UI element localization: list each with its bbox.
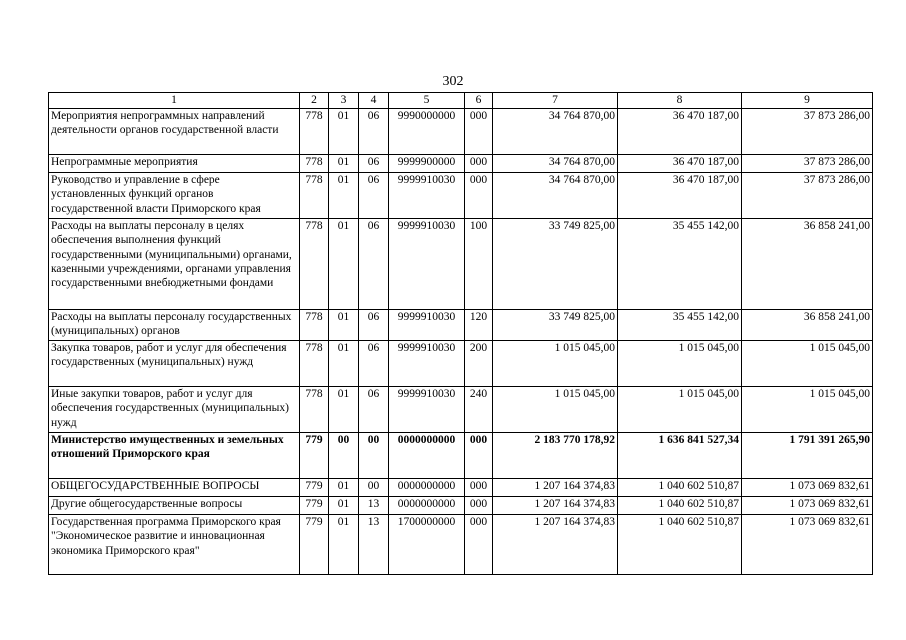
table-row (49, 497, 873, 515)
header-cell: 5 (389, 93, 465, 109)
amount-col8-cell: 1 040 602 510,87 (618, 497, 742, 515)
row-name-cell: Расходы на выплаты персоналу в целях обеспечения выполнения функций государственными (муниципальными) органами, казенными учреждениями, органами управления государственными внебюджетными фондами (49, 219, 300, 310)
expense-type-cell: 000 (465, 433, 493, 479)
subsection-code-cell: 06 (359, 219, 389, 310)
target-article-cell: 0000000000 (389, 479, 465, 497)
amount-col8-cell: 36 470 187,00 (618, 173, 742, 219)
amount-col9-cell: 1 015 045,00 (742, 341, 873, 387)
grbs-code-cell: 778 (300, 387, 329, 433)
amount-col7-cell: 34 764 870,00 (493, 155, 618, 173)
amount-col8-cell: 1 015 045,00 (618, 341, 742, 387)
grbs-code-cell: 778 (300, 173, 329, 219)
amount-col8-cell: 35 455 142,00 (618, 219, 742, 310)
target-article-cell: 9999910030 (389, 341, 465, 387)
amount-col8-cell: 1 040 602 510,87 (618, 515, 742, 575)
table-row (49, 310, 873, 341)
grbs-code-cell: 778 (300, 341, 329, 387)
grbs-code-cell: 779 (300, 497, 329, 515)
table-row (49, 219, 873, 310)
table-row (49, 341, 873, 387)
header-row (49, 93, 873, 109)
subsection-code-cell: 00 (359, 433, 389, 479)
subsection-code-cell: 06 (359, 155, 389, 173)
header-cell: 7 (493, 93, 618, 109)
amount-col9-cell: 1 073 069 832,61 (742, 515, 873, 575)
amount-col9-cell: 36 858 241,00 (742, 219, 873, 310)
expense-type-cell: 200 (465, 341, 493, 387)
row-name-cell: Мероприятия непрограммных направлений деятельности органов государственной власти (49, 109, 300, 155)
amount-col7-cell: 1 207 164 374,83 (493, 497, 618, 515)
section-code-cell: 01 (329, 109, 359, 155)
section-code-cell: 00 (329, 433, 359, 479)
header-cell: 8 (618, 93, 742, 109)
row-name-cell: Закупка товаров, работ и услуг для обеспечения государственных (муниципальных) нужд (49, 341, 300, 387)
row-name-cell: Министерство имущественных и земельных отношений Приморского края (49, 433, 300, 479)
header-cell: 2 (300, 93, 329, 109)
subsection-code-cell: 06 (359, 341, 389, 387)
grbs-code-cell: 778 (300, 155, 329, 173)
page-number: 302 (442, 74, 464, 89)
row-name-cell: Непрограммные мероприятия (49, 155, 300, 173)
section-code-cell: 01 (329, 341, 359, 387)
amount-col7-cell: 2 183 770 178,92 (493, 433, 618, 479)
section-code-cell: 01 (329, 173, 359, 219)
row-name-cell: Государственная программа Приморского края "Экономическое развитие и инновационная экономика Приморского края" (49, 515, 300, 575)
amount-col7-cell: 33 749 825,00 (493, 310, 618, 341)
expense-type-cell: 000 (465, 497, 493, 515)
amount-col7-cell: 1 015 045,00 (493, 387, 618, 433)
table-row (49, 387, 873, 433)
amount-col9-cell: 37 873 286,00 (742, 155, 873, 173)
target-article-cell: 0000000000 (389, 497, 465, 515)
amount-col9-cell: 37 873 286,00 (742, 109, 873, 155)
section-code-cell: 01 (329, 515, 359, 575)
amount-col7-cell: 33 749 825,00 (493, 219, 618, 310)
amount-col9-cell: 1 791 391 265,90 (742, 433, 873, 479)
target-article-cell: 9999910030 (389, 387, 465, 433)
expense-type-cell: 000 (465, 515, 493, 575)
target-article-cell: 9999910030 (389, 219, 465, 310)
grbs-code-cell: 779 (300, 515, 329, 575)
grbs-code-cell: 778 (300, 109, 329, 155)
amount-col8-cell: 1 015 045,00 (618, 387, 742, 433)
subsection-code-cell: 06 (359, 173, 389, 219)
amount-col8-cell: 35 455 142,00 (618, 310, 742, 341)
budget-table (48, 92, 873, 575)
header-cell: 3 (329, 93, 359, 109)
subsection-code-cell: 13 (359, 497, 389, 515)
table-row (49, 479, 873, 497)
section-code-cell: 01 (329, 479, 359, 497)
expense-type-cell: 240 (465, 387, 493, 433)
section-code-cell: 01 (329, 497, 359, 515)
subsection-code-cell: 13 (359, 515, 389, 575)
amount-col9-cell: 1 015 045,00 (742, 387, 873, 433)
row-name-cell: Другие общегосударственные вопросы (49, 497, 300, 515)
header-cell: 9 (742, 93, 873, 109)
amount-col7-cell: 1 015 045,00 (493, 341, 618, 387)
table-row (49, 173, 873, 219)
row-name-cell: Расходы на выплаты персоналу государственных (муниципальных) органов (49, 310, 300, 341)
target-article-cell: 9999910030 (389, 173, 465, 219)
table-row (49, 109, 873, 155)
target-article-cell: 9999910030 (389, 310, 465, 341)
expense-type-cell: 000 (465, 479, 493, 497)
grbs-code-cell: 779 (300, 479, 329, 497)
subsection-code-cell: 06 (359, 387, 389, 433)
subsection-code-cell: 06 (359, 109, 389, 155)
target-article-cell: 9999900000 (389, 155, 465, 173)
header-cell: 1 (49, 93, 300, 109)
section-code-cell: 01 (329, 387, 359, 433)
table-row (49, 515, 873, 575)
header-cell: 6 (465, 93, 493, 109)
amount-col9-cell: 36 858 241,00 (742, 310, 873, 341)
table-row (49, 433, 873, 479)
target-article-cell: 1700000000 (389, 515, 465, 575)
grbs-code-cell: 779 (300, 433, 329, 479)
amount-col8-cell: 36 470 187,00 (618, 155, 742, 173)
expense-type-cell: 120 (465, 310, 493, 341)
section-code-cell: 01 (329, 155, 359, 173)
grbs-code-cell: 778 (300, 310, 329, 341)
target-article-cell: 0000000000 (389, 433, 465, 479)
amount-col7-cell: 1 207 164 374,83 (493, 479, 618, 497)
amount-col9-cell: 37 873 286,00 (742, 173, 873, 219)
amount-col7-cell: 1 207 164 374,83 (493, 515, 618, 575)
amount-col7-cell: 34 764 870,00 (493, 109, 618, 155)
header-cell: 4 (359, 93, 389, 109)
amount-col8-cell: 36 470 187,00 (618, 109, 742, 155)
subsection-code-cell: 00 (359, 479, 389, 497)
amount-col9-cell: 1 073 069 832,61 (742, 479, 873, 497)
row-name-cell: ОБЩЕГОСУДАРСТВЕННЫЕ ВОПРОСЫ (49, 479, 300, 497)
target-article-cell: 9990000000 (389, 109, 465, 155)
expense-type-cell: 000 (465, 173, 493, 219)
subsection-code-cell: 06 (359, 310, 389, 341)
amount-col8-cell: 1 040 602 510,87 (618, 479, 742, 497)
expense-type-cell: 000 (465, 155, 493, 173)
table-row (49, 155, 873, 173)
amount-col8-cell: 1 636 841 527,34 (618, 433, 742, 479)
row-name-cell: Руководство и управление в сфере установленных функций органов государственной власти Приморского края (49, 173, 300, 219)
amount-col9-cell: 1 073 069 832,61 (742, 497, 873, 515)
grbs-code-cell: 778 (300, 219, 329, 310)
section-code-cell: 01 (329, 310, 359, 341)
expense-type-cell: 100 (465, 219, 493, 310)
expense-type-cell: 000 (465, 109, 493, 155)
row-name-cell: Иные закупки товаров, работ и услуг для обеспечения государственных (муниципальных) нужд (49, 387, 300, 433)
section-code-cell: 01 (329, 219, 359, 310)
amount-col7-cell: 34 764 870,00 (493, 173, 618, 219)
